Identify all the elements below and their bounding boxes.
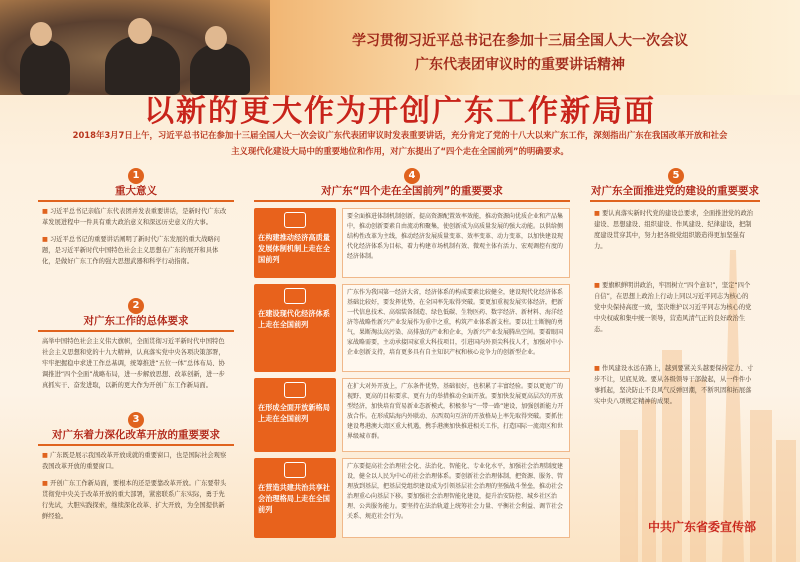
intro-paragraph: 2018年3月7日上午，习近平总书记在参加十三届全国人大一次会议广东代表团审议时发表重要讲话，充分肯定了党的十八大以来广东工作，深刻指出广东在我国改革开放和社会主义现代化建设大局中的重要地位和作用，对广东提出了“四个走在全国前列”的明确要求。	[72, 130, 728, 156]
section-body	[594, 208, 754, 413]
section-number: 4	[404, 168, 420, 184]
section-heading: 对广东着力深化改革开放的重要要求	[38, 426, 234, 446]
subtitle-line1: 学习贯彻习近平总书记在参加十三届全国人大一次会议	[352, 33, 688, 49]
paragraph: ■ 要认真落实新时代党的建设总要求，全面推进党的政治建设、思想建设、组织建设、作风建设、纪律建设，把制度建设贯穿其中，努力把各级党组织锻造得更加坚强有力。	[594, 210, 754, 250]
requirement-tag: 在构建推动经济高质量发展体制机制上走在全国前列	[254, 208, 336, 278]
requirement-tag: 在营造共建共治共享社会治理格局上走在全国前列	[254, 458, 336, 538]
paragraph: ■ 习近平总书记的重要讲话阐明了新时代广东发展的重大战略问题，是习近平新时代中国特色社会主义思想在广东的展开和具体化，是做好广东工作的强大思想武器和科学行动指南。	[42, 236, 220, 265]
factory-icon	[284, 288, 306, 304]
section-heading: 对广东“四个走在全国前列”的重要要求	[254, 182, 570, 202]
section-number: 5	[668, 168, 684, 184]
paragraph: ■ 开创广东工作新局面，要根本的还是要靠改革开放。广东要带头贯彻党中央关于改革开放的重大部署，紧密联系广东实际，勇于先行先试，大胆实践探索，继续深化改革、扩大开放，为全国提供新鲜经验。	[42, 480, 227, 520]
section-body	[42, 206, 230, 273]
subtitle-line2: 广东代表团审议时的重要讲话精神	[415, 57, 625, 73]
requirement-tag: 在建设现代化经济体系上走在全国前列	[254, 284, 336, 372]
requirement-text: 广东作为我国第一经济大省，经济体系的构成要素比较健全，建设现代化经济体系基础比较好，要发挥优势，在全国率先取得突破。要更加重视发展实体经济，把新一代信息技术、高端装备制造、绿色低碳、生物医药、数字经济、新材料、海洋经济等战略性新兴产业发展作为重中之重，构筑产业体系新支柱。要以壮士断腕的勇气，果断淘汰高污染、高排放的产业和企业，为新兴产业发展腾出空间。要着眼国家战略需要，主动承接国家重大科技项目，引进国内外顶尖科技人才，加强对中小企业创新支持，培育更多具有自主知识产权和核心竞争力的创新型企业。	[342, 284, 570, 372]
people-icon	[284, 462, 306, 478]
publisher-credit: 中共广东省委宣传部	[647, 520, 756, 534]
globe-icon	[284, 382, 306, 398]
paragraph: 高举中国特色社会主义伟大旗帜，全面贯彻习近平新时代中国特色社会主义思想和党的十九大精神，认真落实党中央各项决策部署，牢牢把握稳中求进工作总基调，统筹推进“五位一体”总体布局、协调推进“四个全面”战略布局，进一步解放思想、改革创新，进一步真抓实干、奋发进取，以新的更大作为开创广东工作新局面。	[42, 338, 225, 389]
paragraph: ■ 要旗帜鲜明讲政治，牢固树立“四个意识”，坚定“四个自信”，在思想上政治上行动上同以习近平同志为核心的党中央保持高度一致，坚决维护以习近平同志为核心的党中央权威和集中统一领导，营造风清气正的良好政治生态。	[594, 282, 752, 333]
requirement-block	[254, 208, 570, 278]
person-head	[30, 22, 52, 46]
requirement-block	[254, 378, 570, 452]
requirement-text: 在扩大对外开放上，广东条件优势，基础很好，也积累了丰富经验。要以更宽广的视野、更高的目标要求、更有力的举措推动全面开放。要加快发展更高层次的开放型经济，加快培育贸易新业态新模式，积极参与“一带一路”建设，加强创新能力开放合作。在形成陆海内外联动、东西双向互济的开放格局上率先取得突破。要抓住建设粤港澳大湾区重大机遇，携手港澳加快推进相关工作，打造国际一流湾区和世界级城市群。	[342, 378, 570, 452]
person-head	[205, 26, 227, 50]
requirement-text: 广东要提高社会治理社会化、法治化、智能化、专业化水平，加强社会治理制度建设，健全以人民为中心的社会治理体系。要创新社会治理体制，把资源、服务、管理放到基层，把基层党组织建设成为引领基层社会治理的坚强战斗堡垒，推动社会治理重心向基层下移。要加强社会治理智能化建设，提升治安防控、城乡社区治理、公共服务能力。要坚持在法治轨道上统筹社会力量、平衡社会利益、调节社会关系、规范社会行为。	[342, 458, 570, 538]
section-heading: 对广东全面推进党的建设的重要要求	[590, 182, 760, 202]
section-heading: 重大意义	[38, 182, 234, 202]
building-icon	[284, 212, 306, 228]
section-number: 2	[128, 298, 144, 314]
requirement-block	[254, 284, 570, 372]
requirement-text: 要全面推进体制机制创新，提高资源配置效率效能，推动资源向优质企业和产品集中，推动创新要素自由流动和聚集，使创新成为高质量发展的强大动能。以供给侧结构性改革为主线，推动经济发展质量变革、效率变革、动力变革，以加快建设现代化经济体系为目标，着力构建市场机制有效、微观主体有活力、宏观调控有度的经济体制。	[342, 208, 570, 278]
requirement-block	[254, 458, 570, 538]
paragraph: ■ 作风建设永远在路上，越到要紧关头越要保持定力、寸步不让，见底见效。要从各级领导干部做起，从一件件小事抓起，坚决防止不良风气反弹回潮，不断巩固和拓展落实中央八项规定精神的成果。	[594, 365, 754, 405]
section-body	[42, 450, 230, 528]
main-title: 以新的更大作为开创广东工作新局面	[144, 94, 656, 129]
section-number: 3	[128, 412, 144, 428]
paragraph: ■ 习近平总书记亲临广东代表团并发表重要讲话，是新时代广东改革发展进程中一件具有重大政治意义和深远历史意义的大事。	[42, 208, 227, 226]
section-heading: 对广东工作的总体要求	[38, 312, 234, 332]
section-body	[42, 336, 230, 397]
section-number: 1	[128, 168, 144, 184]
requirement-tag: 在形成全面开放新格局上走在全国前列	[254, 378, 336, 452]
paragraph: ■ 广东既是展示我国改革开放成就的重要窗口，也是国际社会观察我国改革开放的重要窗口。	[42, 452, 227, 470]
header-photo	[0, 0, 270, 95]
person-head	[128, 18, 152, 44]
